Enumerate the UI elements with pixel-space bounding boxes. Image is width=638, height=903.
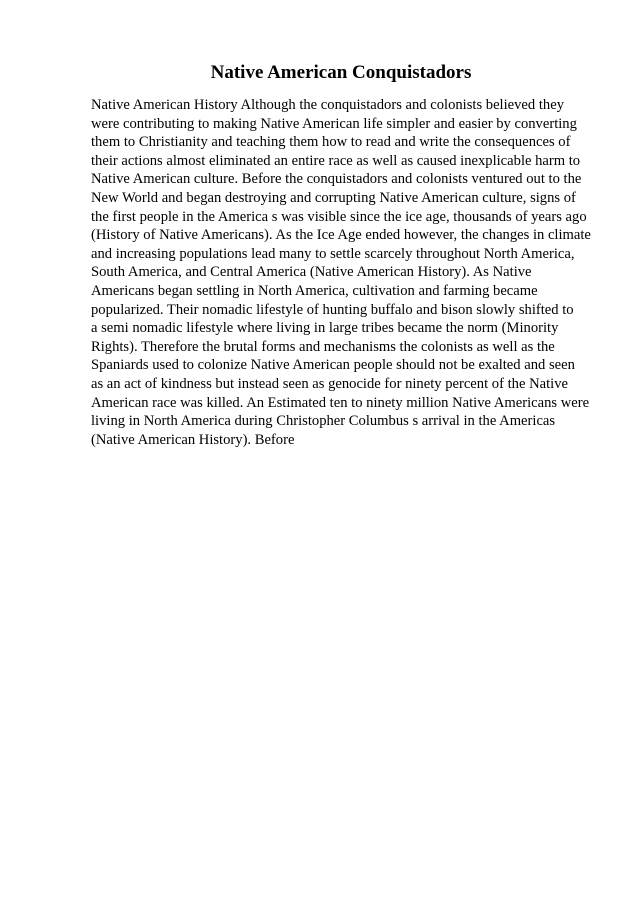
body-line: Native American History Although the conquistadors and colonists believed they (91, 97, 564, 113)
body-line: Americans began settling in North America, cultivation and farming became (91, 282, 538, 299)
body-line: a semi nomadic lifestyle where living in large tribes became the norm (Minority (91, 320, 559, 337)
body-line: American race was killed. An Estimated ten to ninety million Native Americans were (91, 394, 590, 411)
body-line: popularized. Their nomadic lifestyle of hunting buffalo and bison slowly shifted to (91, 301, 574, 318)
body-line: as an act of kindness but instead seen as genocide for ninety percent of the Native (91, 375, 568, 392)
body-line: living in North America during Christopher Columbus s arrival in the Americas (91, 413, 556, 430)
document-title: Native American Conquistadors (210, 62, 472, 83)
body-line: (Native American History). Before (91, 431, 295, 448)
body-line: and increasing populations lead many to settle scarcely throughout North America, (91, 245, 575, 262)
body-line: Spaniards used to colonize Native American people should not be exalted and seen (91, 357, 575, 374)
body-line: their actions almost eliminated an entire race as well as caused inexplicable harm to (91, 152, 581, 169)
body-line: South America, and Central America (Native American History). As Native (91, 264, 532, 281)
body-line: were contributing to making Native American life simpler and easier by converting (91, 115, 577, 132)
body-line: the first people in the America s was visible since the ice age, thousands of years ago (91, 208, 587, 225)
body-line: them to Christianity and teaching them how to read and write the consequences of (91, 134, 571, 151)
body-line: Native American culture. Before the conquistadors and colonists ventured out to the (91, 171, 582, 188)
body-line: Rights). Therefore the brutal forms and mechanisms the colonists as well as the (91, 338, 555, 355)
body-line: New World and began destroying and corrupting Native American culture, signs of (91, 189, 576, 206)
document-body (91, 96, 611, 449)
body-line: (History of Native Americans). As the Ice Age ended however, the changes in climate (91, 227, 591, 244)
